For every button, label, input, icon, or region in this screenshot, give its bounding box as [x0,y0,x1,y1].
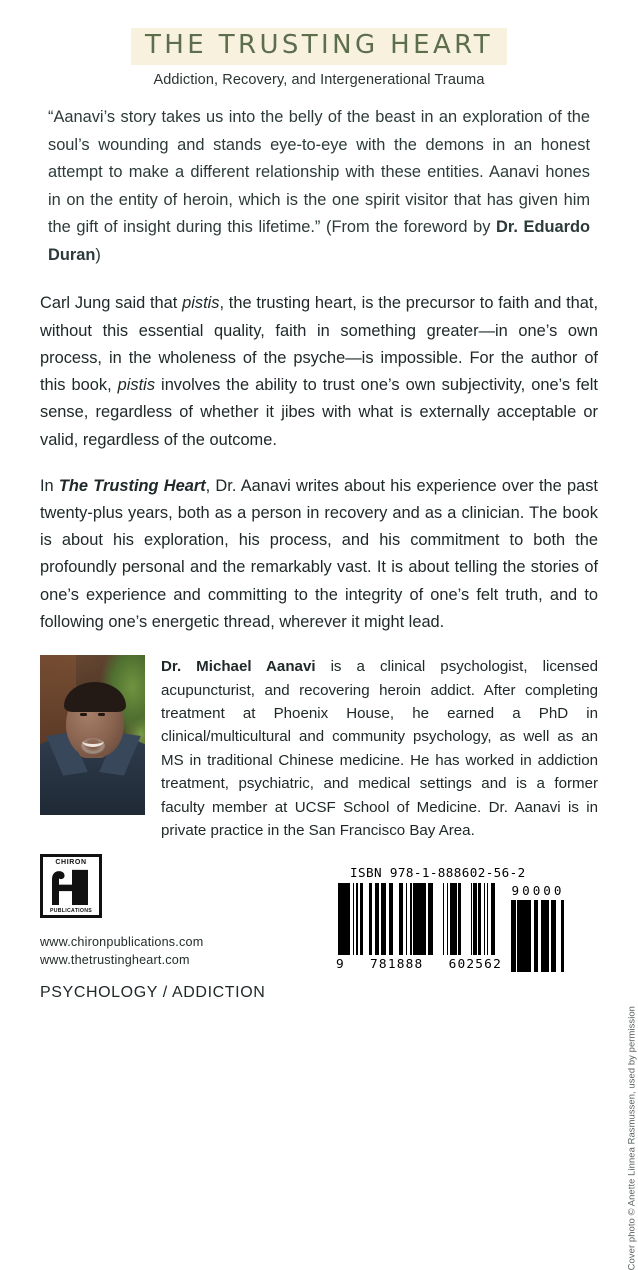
author-name: Dr. Michael Aanavi [161,658,316,676]
barcode-bars-main [336,883,502,955]
para-seg: Carl Jung said that [40,294,183,313]
blurb-text-lead: “Aanavi’s story takes us into the belly of the beast in an exploration of the soul’s wounding and stands eye-to-eye with the demons in an honest attempt to make a different relationship with these entities. Aanavi hones in on the entity of heroin, which is the one spirit visitor that has given him the gift of insight during this lifetime.” (From the foreword by [48,108,590,237]
photo-eye-left [80,713,87,716]
author-bio-body: is a clinical psychologist, licensed acupuncturist, and recovering heroin addict. After completing treatment at Phoenix House, he earned a PhD in clinical/multicultural and community psychology, as well as an MS in traditional Chinese medicine. He has worked in addiction treatment, psychiatric, and medical settings and is a former faculty member at UCSF School of Medicine. Dr. Aanavi is in private practice in the San Francisco Bay Area. [161,658,598,839]
photo-smile [82,735,104,747]
ean-digits [336,957,502,972]
logo-top-label: CHIRON [55,859,87,867]
author-bio-text [161,655,598,842]
barcode-bars-row [336,883,568,972]
title-band-wrapper [0,0,638,65]
category-label: PSYCHOLOGY / ADDICTION [40,984,266,1001]
addon-price-code: 90000 [511,883,565,898]
foreword-blurb [40,104,598,269]
ean-group-2: 602562 [448,957,502,972]
photo-eye-right [98,713,105,716]
para-seg-italic: pistis [182,294,220,313]
ean-left-digit: 9 [336,957,345,972]
page-title: THE TRUSTING HEART [144,30,494,60]
author-photo [40,655,145,815]
para-seg: In [40,476,59,495]
barcode-main-group [336,883,502,972]
isbn-number: ISBN 978-1-888602-56-2 [350,865,526,880]
barcode-bars-addon [511,900,565,972]
link-chiron-publications[interactable]: www.chironpublications.com [40,935,204,950]
blurb-text-tail: ) [95,245,101,264]
paragraph-pistis [40,290,598,453]
para-seg: involves the ability to trust one’s own subjectivity, one’s felt sense, regardless of whether it jibes with what is externally acceptable or valid, regardless of the outcome. [40,376,598,449]
cover-photo-credit: Cover photo © Anette Linnea Rasmussen, used by permission [625,1006,636,1270]
logo-bottom-label: PUBLICATIONS [49,908,93,915]
para-seg-book-title: The Trusting Heart [58,476,206,495]
footer-left-column [40,854,265,1002]
para-seg: , the trusting heart, is the precursor to faith and that, without this essential quality, faith in something greater—in one’s own process, in the wholeness of the psyche—is impossible. For the author of this book, [40,294,599,395]
title-highlight-band [131,28,507,65]
link-the-trusting-heart[interactable]: www.thetrustingheart.com [40,953,190,968]
author-bio [40,655,598,842]
page-subtitle: Addiction, Recovery, and Intergenerational Trauma [153,72,485,89]
back-cover-content [40,104,598,842]
blurb-author-name: Dr. Eduardo Duran [48,218,590,264]
barcode-addon-group [511,883,565,972]
isbn-barcode [336,865,568,972]
publisher-urls [40,934,265,970]
ean-group-1: 781888 [370,957,424,972]
chiron-centaur-icon [46,868,96,905]
footer [40,852,604,1002]
cover-title-block [0,0,638,88]
para-seg-italic: pistis [117,376,156,395]
paragraph-book-description [40,473,598,636]
chiron-publications-logo [40,854,102,918]
para-seg: , Dr. Aanavi writes about his experience over the past twenty-plus years, both as a person in recovery and as a clinician. The book is about his exploration, his process, and his commitment to both the profoundly personal and the remarkably vast. It is about telling the stories of one’s experience and committing to the integrity of one’s felt truth, and to following one’s energetic thread, wherever it might lead. [40,476,598,631]
